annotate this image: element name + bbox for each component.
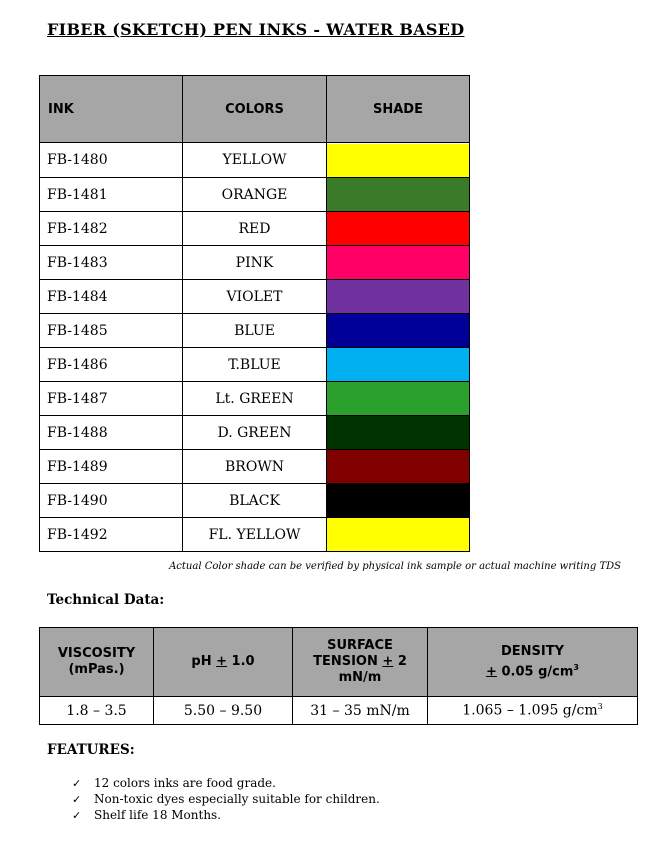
density-value-superscript: 3 <box>597 702 603 712</box>
color-swatch <box>327 280 469 313</box>
technical-table-row <box>40 697 638 725</box>
feature-item <box>72 807 380 823</box>
ink-color-name: BROWN <box>183 450 327 484</box>
ink-row <box>40 450 470 484</box>
surface-unit: mN/m <box>338 670 382 685</box>
ink-color-name: FL. YELLOW <box>183 518 327 552</box>
technical-data-table <box>39 627 638 725</box>
header-surface-tension <box>293 628 428 697</box>
ink-table-header <box>40 76 470 143</box>
feature-item <box>72 791 380 807</box>
shade-cell <box>327 450 470 484</box>
color-swatch <box>327 484 469 517</box>
ink-code: FB-1487 <box>40 382 183 416</box>
feature-text: Non-toxic dyes especially suitable for children. <box>94 792 380 806</box>
color-swatch <box>327 314 469 347</box>
shade-cell <box>327 280 470 314</box>
ink-code: FB-1480 <box>40 143 183 178</box>
header-ph <box>154 628 293 697</box>
technical-data-heading: Technical Data: <box>47 592 165 608</box>
density-plus-minus: + <box>486 664 497 680</box>
ink-row <box>40 212 470 246</box>
ink-code: FB-1481 <box>40 178 183 212</box>
ink-color-name: RED <box>183 212 327 246</box>
header-shade: SHADE <box>327 76 470 143</box>
checkmark-icon: ✓ <box>72 777 82 790</box>
ink-color-name: ORANGE <box>183 178 327 212</box>
ink-color-name: BLACK <box>183 484 327 518</box>
density-label: DENSITY <box>500 643 565 659</box>
feature-text: 12 colors inks are food grade. <box>94 776 276 790</box>
ink-row <box>40 382 470 416</box>
ink-color-name: D. GREEN <box>183 416 327 450</box>
feature-text: Shelf life 18 Months. <box>94 808 222 822</box>
color-swatch <box>327 450 469 483</box>
shade-cell <box>327 348 470 382</box>
density-superscript: 3 <box>573 662 579 672</box>
surface-tolerance: 2 <box>393 654 407 669</box>
ink-row <box>40 314 470 348</box>
ink-color-name: BLUE <box>183 314 327 348</box>
ink-code: FB-1485 <box>40 314 183 348</box>
shade-cell <box>327 416 470 450</box>
ink-row <box>40 518 470 552</box>
ink-row <box>40 484 470 518</box>
features-list <box>72 775 380 823</box>
density-value-cell <box>428 697 638 725</box>
ink-row <box>40 178 470 212</box>
color-swatch <box>327 212 469 245</box>
ph-tolerance: 1.0 <box>227 654 255 669</box>
ink-code: FB-1492 <box>40 518 183 552</box>
viscosity-unit: (mPas.) <box>68 662 125 677</box>
ink-row <box>40 280 470 314</box>
color-swatch <box>327 144 469 177</box>
ink-row <box>40 348 470 382</box>
ink-color-name: VIOLET <box>183 280 327 314</box>
surface-label: SURFACE <box>327 638 393 653</box>
ink-code: FB-1490 <box>40 484 183 518</box>
ink-color-name: YELLOW <box>183 143 327 178</box>
shade-cell <box>327 484 470 518</box>
ink-code: FB-1486 <box>40 348 183 382</box>
header-ink: INK <box>40 76 183 143</box>
color-swatch <box>327 246 469 279</box>
ink-color-name: Lt. GREEN <box>183 382 327 416</box>
density-value: 1.065 – 1.095 g/cm <box>462 702 598 719</box>
ph-value: 5.50 – 9.50 <box>154 697 293 725</box>
color-shade-note: Actual Color shade can be verified by physical ink sample or actual machine writing TDS <box>169 561 621 572</box>
checkmark-icon: ✓ <box>72 809 82 822</box>
shade-cell <box>327 314 470 348</box>
shade-cell <box>327 382 470 416</box>
ink-code: FB-1483 <box>40 246 183 280</box>
ink-color-name: PINK <box>183 246 327 280</box>
color-swatch <box>327 178 469 211</box>
shade-cell <box>327 212 470 246</box>
shade-cell <box>327 246 470 280</box>
surface-plus-minus: + <box>382 654 394 669</box>
ink-row <box>40 416 470 450</box>
ink-color-name: T.BLUE <box>183 348 327 382</box>
page-title: FIBER (SKETCH) PEN INKS - WATER BASED <box>47 20 465 39</box>
ph-label: pH <box>191 654 217 669</box>
ink-code: FB-1482 <box>40 212 183 246</box>
header-density <box>428 628 638 697</box>
ink-code: FB-1488 <box>40 416 183 450</box>
ink-code: FB-1489 <box>40 450 183 484</box>
features-heading: FEATURES: <box>47 742 135 758</box>
color-swatch <box>327 348 469 381</box>
technical-table-header <box>40 628 638 697</box>
density-tolerance: 0.05 g/cm <box>496 664 574 680</box>
header-viscosity <box>40 628 154 697</box>
header-colors: COLORS <box>183 76 327 143</box>
viscosity-value: 1.8 – 3.5 <box>40 697 154 725</box>
feature-item <box>72 775 380 791</box>
ink-table <box>39 75 470 552</box>
color-swatch <box>327 518 469 551</box>
shade-cell <box>327 178 470 212</box>
viscosity-label: VISCOSITY <box>57 646 136 661</box>
checkmark-icon: ✓ <box>72 793 82 806</box>
ph-plus-minus: + <box>216 654 228 669</box>
surface-tension-value: 31 – 35 mN/m <box>293 697 428 725</box>
ink-row <box>40 143 470 178</box>
tension-label: TENSION <box>313 654 383 669</box>
color-swatch <box>327 416 469 449</box>
color-swatch <box>327 382 469 415</box>
ink-code: FB-1484 <box>40 280 183 314</box>
shade-cell <box>327 143 470 178</box>
ink-row <box>40 246 470 280</box>
shade-cell <box>327 518 470 552</box>
